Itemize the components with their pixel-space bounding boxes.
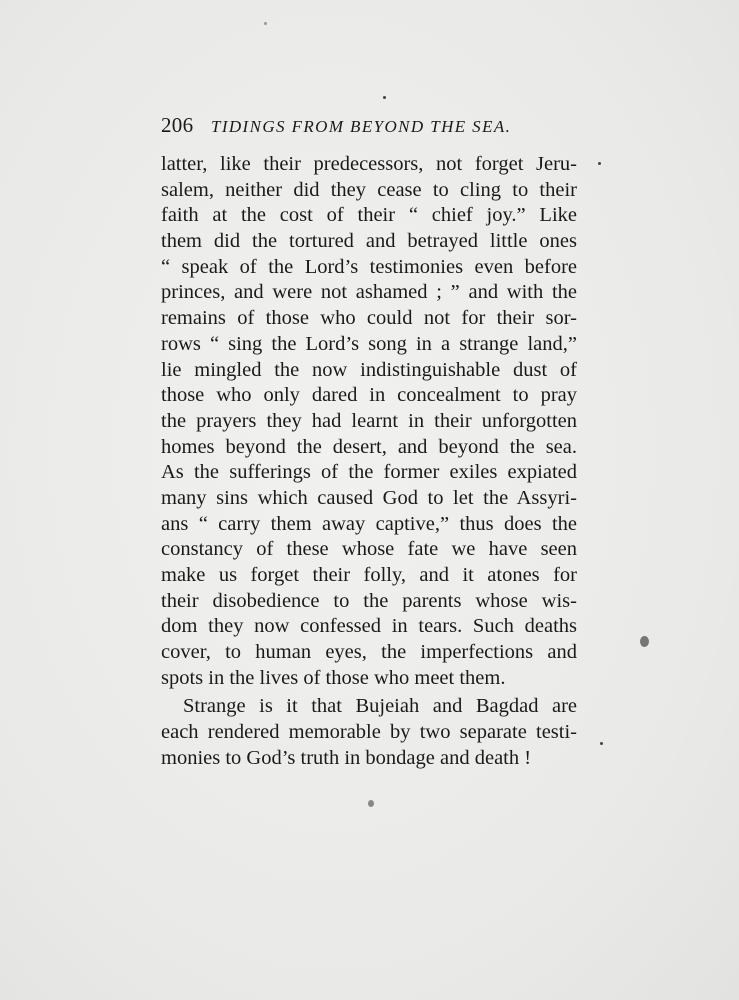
running-head	[161, 113, 581, 143]
text-line: spots in the lives of those who meet them.	[161, 666, 506, 689]
text-line: cover, to human eyes, the imperfections and	[161, 641, 577, 664]
text-line: those who only dared in concealment to pray	[161, 384, 577, 407]
text-line: many sins which caused God to let the Assyri-	[161, 486, 577, 509]
text-line: As the sufferings of the former exiles expiated	[161, 461, 577, 484]
scan-speck	[368, 800, 374, 807]
text-line: “ speak of the Lord’s testimonies even before	[161, 255, 577, 278]
text-line: monies to God’s truth in bondage and death !	[161, 746, 532, 769]
text-line: ans “ carry them away captive,” thus does the	[161, 512, 577, 535]
text-line: their disobedience to the parents whose wis-	[161, 589, 577, 612]
body-text	[161, 152, 577, 772]
text-line: make us forget their folly, and it atones for	[161, 564, 577, 586]
text-line: constancy of these whose fate we have seen	[161, 538, 577, 561]
scan-speck	[640, 636, 649, 647]
text-line: dom they now confessed in tears. Such deaths	[161, 615, 577, 638]
scan-speck	[598, 162, 601, 165]
scan-speck	[264, 22, 267, 25]
paragraph-1	[161, 152, 577, 691]
text-line: the prayers they had learnt in their unforgotten	[161, 409, 577, 432]
text-line: lie mingled the now indistinguishable dust of	[161, 358, 577, 381]
text-line: salem, neither did they cease to cling to their	[161, 178, 577, 201]
page-number: 206	[161, 113, 194, 137]
text-line: faith at the cost of their “ chief joy.” Like	[161, 204, 577, 227]
running-title: TIDINGS FROM BEYOND THE SEA.	[210, 117, 512, 136]
text-line: remains of those who could not for their sor-	[161, 307, 577, 330]
text-line: princes, and were not ashamed ; ” and with the	[161, 281, 577, 304]
text-line: homes beyond the desert, and beyond the sea.	[161, 435, 577, 458]
text-line: them did the tortured and betrayed little ones	[161, 230, 577, 253]
scan-speck	[600, 742, 603, 745]
scan-speck	[383, 96, 386, 99]
paragraph-2	[161, 694, 577, 771]
text-line: latter, like their predecessors, not forget Jeru-	[161, 153, 577, 175]
text-line: Strange is it that Bujeiah and Bagdad are	[183, 695, 577, 718]
text-line: each rendered memorable by two separate testi-	[161, 721, 577, 744]
text-line: rows “ sing the Lord’s song in a strange land,”	[161, 332, 577, 355]
